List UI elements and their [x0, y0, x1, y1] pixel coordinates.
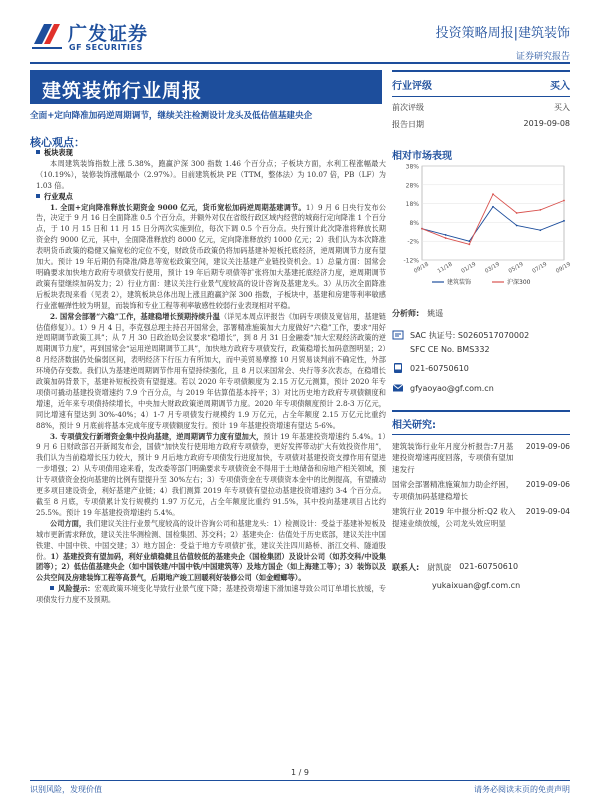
report-type: 投资策略周报|建筑装饰 — [435, 26, 570, 41]
x-tick-label: 05/19 — [507, 261, 525, 275]
report-title: 建筑装饰行业周报 — [42, 80, 203, 102]
bullet-square-icon — [36, 194, 40, 198]
page-number: 1 / 9 — [291, 768, 309, 777]
x-tick-label: 09/19 — [555, 261, 572, 275]
x-tick-label: 09/18 — [413, 261, 430, 275]
paragraph: 公司方面，我们建议关注行业景气度较高的设计咨询公司和基建龙头：1）检测设计：受益于基建补短板及城市更新需求释放，建议关注华测检测、国检集团、苏交科；2）基建央企：估值处于历史底部，建议关注中国铁建、中国中铁、中国交建；3）地方国企：受益于地方专项债扩张，建议关注四川路桥、浙江交科、隧道股份。1）基建投资有望加码，利好业绩稳健且估值较低的基建央企（国检集团）及设计公司（如苏交科/中设集团等）；2）低估值基建央企（如中国铁建/中国中铁/中国建筑等）及地方国企（如上海建工等）；3）装饰以及公共空间及房建装饰工程等高景气，后期地产竣工回暖利好装修公司（如金螳螂等）。 — [36, 518, 386, 583]
report-date-label: 报告日期 — [392, 119, 424, 129]
paragraph: 3. 专项债发行新增资金集中投向基建，逆周期调节力度有望加大，预计 19 年基建投资增速约 5.4%。1）9 月 6 日财政部召开新闻发布会，国债“加快发行使用地方政府专项债券，更好发挥带动扩大有效投资作用”，我们认为当前稳增长压力较大，预计 9 月后地方政府专项债发行进度加快，专项债对基建投资支撑作用有望进一步增强；2）从专项债用途来看，发改委等部门明确要求专项债资金不得用于土地储备和房地产相关领域，预计专项债资金投向基建的比例有望提升至 30%左右；3）专项债资金在专项债资本金中的比例提高，有望撬动更多项目建设资金，利好基建产业链；4）我们测算 2019 年专项债有望拉动基建投资增速约 3-4 个百分点。截至 8 月底，专项债累计发行规模约 1.97 万亿元，占全年额度比重约 91.5%，其中投向基建项目占比约 25.5%。预计 19 年基建投资增速约 5.4%。 — [36, 431, 386, 517]
rating-current: 买入 — [550, 80, 570, 92]
contact-label: 联系人: — [392, 563, 420, 572]
data-point — [421, 228, 423, 230]
data-point — [468, 243, 470, 245]
header-divider — [30, 62, 570, 64]
related-item[interactable]: 国常会部署精准施策加力助企纾困，专项债加码基建稳增长 2019-09-06 — [392, 480, 570, 501]
risk-paragraph: 风险提示：宏观政策环境变化导致行业景气度下降；基建投资增速下滑加速导致公司订单增长放缓，专项债发行力度不及预期。 — [36, 584, 386, 605]
analyst-email[interactable]: gfyaoyao@gf.com.cn — [410, 383, 494, 393]
data-point — [468, 240, 470, 242]
data-point — [445, 237, 447, 239]
divider — [392, 434, 570, 435]
rating-panel — [392, 70, 570, 130]
analyst-block — [392, 308, 570, 394]
phone-icon — [392, 362, 404, 374]
footer-divider — [30, 780, 570, 781]
related-title: 相关研究: — [392, 419, 436, 431]
analyst-name: 姚遥 — [427, 309, 444, 318]
id-card-icon — [392, 329, 404, 341]
related-item[interactable]: 建筑行业 2019 年中报分析:Q2 收入提速业绩放缓，公司龙头效应明显 2019-09-04 — [392, 507, 570, 528]
report-date: 2019-09-08 — [523, 118, 570, 128]
prev-rating-label: 前次评级 — [392, 102, 424, 112]
x-tick-label: 11/18 — [436, 261, 454, 275]
logo-text-cn: 广发证券 — [68, 23, 149, 45]
section-heading: 行业观点 — [36, 192, 386, 203]
relative-performance-chart — [392, 160, 570, 290]
legend-label: 沪深300 — [507, 279, 531, 286]
y-tick-label: 18% — [405, 201, 419, 209]
data-point — [445, 234, 447, 236]
data-point — [516, 212, 518, 214]
chart-title: 相对市场表现 — [392, 151, 452, 162]
legend-label: 建筑装饰 — [447, 279, 472, 286]
divider — [392, 70, 570, 72]
x-tick-label: 03/19 — [484, 261, 501, 275]
y-tick-label: 28% — [405, 182, 419, 190]
data-point — [563, 200, 565, 202]
series-line — [422, 207, 564, 242]
title-banner — [30, 70, 382, 104]
related-item[interactable]: 建筑装饰行业年月度分析报告:7月基建投资增速再度回落，专项债有望加速发行 2019-09-06 — [392, 441, 570, 474]
y-tick-label: -2% — [407, 238, 419, 246]
report-subtitle: 全面+定向降准加码逆周期调节，继续关注检测设计龙头及低估值基建央企 — [30, 111, 313, 121]
analyst-sfc: SFC CE No. BMS332 — [410, 345, 490, 354]
plot-frame — [422, 166, 564, 260]
paragraph: 1. 全面+定向降准释放长期资金 9000 亿元，货币宽松加码逆周期基建调节。1）9 月 6 日央行发布公告，决定于 9 月 16 日全面降准 0.5 个百分点，并额外对仅在省级行政区域内经营的城商行定向降准 1 个百分点，于 10 月 15 日和 11 月 15 日分两次实施到位，每次下调 0.5 个百分点。央行预计此次降准将释放长期资金约 9000 亿元，其中，全面降准释放约 8000 亿元，定向降准释放约 1000 亿元；2）我们认为本次降准表明货币政策的稳健又偏宽松的定位不变，财政货币政策仍将加码基建补短板托底经济，逆周期调节力度有望加大。预计 19 年后期仍有降准/降息等宽松政策空间，建议关注基建产业链投资机会。1）总量方面：国常会明确要求加快地方政府专项债发行使用，预计 19 年后期专项债等扩张将加大基建托底经济力度，逆周期调节政策有望继续加码发力；2）行业方面：建议关注行业景气度较高的设计咨询及基建龙头。3）从历次全面降准后板块表现来看（见表 2），建筑板块总体出现上涨且跑赢沪深 300 指数，子板块中，基建和房建等利率敏感行业涨幅弹性较为明显，而装饰和专业工程等利率敏感性较弱行业表现相对平稳。 — [36, 202, 386, 310]
related-research — [392, 410, 570, 529]
data-point — [492, 193, 494, 195]
y-tick-label: 8% — [409, 219, 419, 227]
paragraph: 本周建筑装饰指数上涨 5.38%，跑赢沪深 300 指数 1.46 个百分点；子板块方面，水利工程涨幅最大（10.19%），装修装饰涨幅最小（2.97%）。目前建筑板块 PE（TTM，整体法）为 10.07 倍，PB（LF）为 1.03 倍。 — [36, 158, 386, 190]
contact-name: 尉凯旋 — [427, 563, 452, 572]
divider — [392, 96, 570, 97]
footer-disclaimer: 请务必阅读末页的免责声明 — [474, 785, 570, 794]
bullet-square-icon — [36, 150, 40, 154]
department-label: 证券研究报告 — [515, 52, 570, 62]
contact-email[interactable]: yukaixuan@gf.com.cn — [432, 581, 521, 590]
x-tick-label: 01/19 — [460, 261, 478, 275]
core-views-heading: 核心观点： — [30, 136, 85, 149]
report-header-right — [436, 22, 570, 62]
analyst-phone: 021-60750610 — [410, 363, 469, 373]
series-line — [422, 194, 564, 244]
analyst-label: 分析师: — [392, 309, 420, 318]
y-tick-label: -12% — [403, 257, 419, 265]
data-point — [516, 225, 518, 227]
prev-rating-value: 买入 — [554, 102, 570, 112]
rating-title: 行业评级 — [392, 80, 432, 92]
report-body — [36, 148, 386, 606]
bullet-square-icon — [50, 586, 54, 590]
footer-slogan: 识别风险，发现价值 — [30, 785, 102, 794]
paragraph: 2. 国常会部署“六稳”工作，基建稳增长预期持续升温（详见本周点评报告《加码专项债及宽信用，基建链估值修复》）。1）9 月 4 日，李克强总理主持召开国常会，部署精准施策加大力度做好“六稳”工作，要求“用好逆周期调节政策工具”；从 7 月 30 日政治局会议要求“稳增长”，到 8 月 31 日金融委“加大宏观经济政策的逆周期调节力度”，再到国常会“运用逆周期调节工具”，加快地方政府专项债发行，政策稳增长加码意图明显；2）8 月经济数据仍处偏弱区间，表明经济下行压力有所加大，而中美贸易摩擦 10 月贸易谈判前不确定性，外部环境仍存变数。我们认为基建逆周期调节作用有望持续强化，且 8 月以来国常会、央行等多次表态，在稳增长政策加码背景下，基建补短板投资有望提速。若以 2020 年专项债额度为 2.15 万亿元测算，预计 2020 年专项债可撬动基建投资增速约 7.9 个百分点，与 2019 年估算值基本持平；3）对比历史地方政府专项债额度和增速，近年来专项债持续增长，中央加大财政政策逆周期调节力度。2020 年专项债额度预计 2.8-3 万亿元，同比增速有望达到 30%-40%；4）1-7 月专项债发行规模约 1.9 万亿元，占全年额度 2.15 万亿元比重约 88%，预计 9 月底前将基本完成年度专项债额度发行。预计 19 年基建投资增速有望达 5-6%。 — [36, 311, 386, 430]
y-tick-label: 38% — [405, 163, 419, 171]
contact-block — [392, 562, 570, 590]
data-point — [539, 209, 541, 211]
data-point — [492, 206, 494, 208]
logo-text-en: GF SECURITIES — [69, 43, 143, 52]
section-heading: 板块表现 — [36, 148, 386, 159]
email-icon — [392, 382, 404, 394]
contact-phone: 021-60750610 — [459, 562, 519, 571]
company-logo — [30, 18, 160, 58]
data-point — [563, 220, 565, 222]
data-point — [539, 229, 541, 231]
divider — [392, 410, 570, 412]
gf-logo-icon — [30, 18, 64, 52]
analyst-sac: SAC 执证号: S0260517070002 — [410, 330, 530, 340]
x-tick-label: 07/19 — [531, 261, 549, 275]
